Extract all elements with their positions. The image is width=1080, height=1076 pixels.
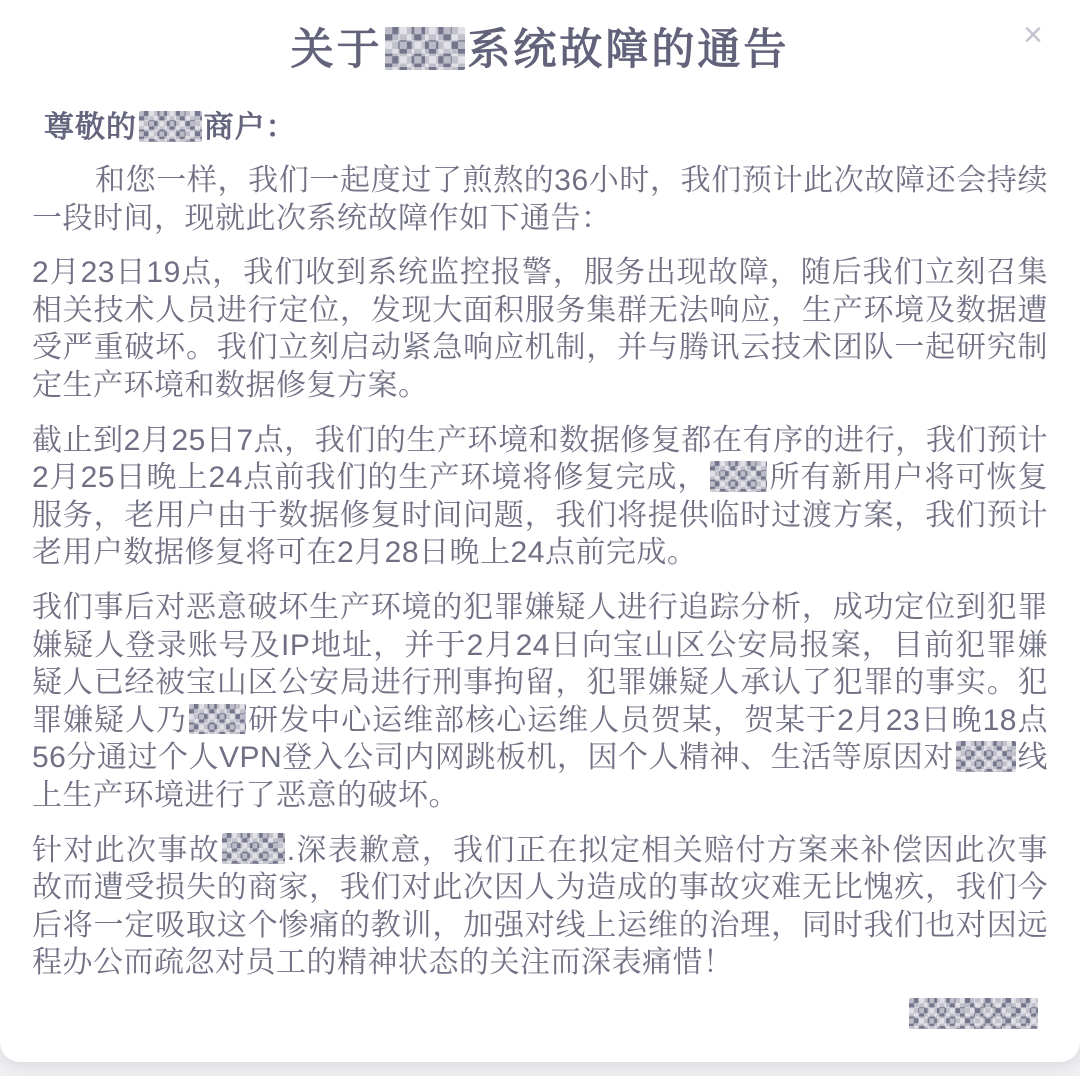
notice-paragraph	[32, 832, 1048, 982]
redacted-brand-name	[956, 741, 1016, 772]
notice-paragraph	[32, 422, 1048, 572]
text-run: 线上生产环境进行了恶意的破坏。	[32, 741, 1048, 812]
text-run: 系统故障的通告	[467, 26, 790, 74]
text-run: 所有新用户将可恢复服务，老用户由于数据修复时间问题，我们将提供临时过渡方案，我们预计老用户数据修复将可在2月28日晚上24点前完成。	[32, 461, 1048, 570]
notice-paragraph	[32, 589, 1048, 815]
text-run: 商户：	[203, 111, 297, 144]
text-run: 2月23日19点，我们收到系统监控报警，服务出现故障，随后我们立刻召集相关技术人员进行定位，发现大面积服务集群无法响应，生产环境及数据遭受严重破坏。我们立刻启动紧急响应机制，并与腾讯云技术团队一起研究制定生产环境和数据修复方案。	[32, 256, 1048, 402]
redacted-brand-name	[385, 27, 465, 71]
notice-greeting	[32, 110, 1048, 146]
redacted-brand-name	[710, 461, 767, 492]
text-run: 我们事后对恶意破坏生产环境的犯罪嫌疑人进行追踪分析，成功定位到犯罪嫌疑人登录账号及IP地址，并于2月24日向宝山区公安局报案，目前犯罪嫌疑人已经被宝山区公安局进行刑事拘留，犯罪嫌疑人承认了犯罪的事实。犯罪嫌疑人乃	[32, 590, 1048, 737]
text-run: 研发中心运维部核心运维人员贺某，贺某于2月23日晚18点56分通过个人VPN登入公司内网跳板机，因个人精神、生活等原因对	[32, 703, 1048, 775]
text-run: 和您一样，我们一起度过了煎熬的36小时，我们预计此次故障还会持续一段时间，现就此次系统故障作如下通告：	[32, 164, 1048, 235]
text-run: .深表歉意，我们正在拟定相关赔付方案来补偿因此次事故而遭受损失的商家，我们对此次因人为造成的事故灾难无比愧疚，我们今后将一定吸取这个惨痛的教训，加强对线上运维的治理，同时我们也对因远程办公而疏忽对员工的精神状态的关注而深表痛惜！	[32, 833, 1049, 980]
redacted-brand-name	[139, 111, 202, 142]
redacted-brand-name	[189, 704, 246, 735]
text-run: 尊敬的	[44, 111, 137, 144]
notice-body	[32, 162, 1048, 982]
notice-paragraph	[32, 162, 1048, 237]
notice-signature	[32, 998, 1048, 1033]
redacted-brand-name	[222, 833, 285, 864]
text-run: 截止到2月25日7点，我们的生产环境和数据修复都在有序的进行，我们预计2月25日晚上24点前我们的生产环境将修复完成，	[32, 423, 1048, 495]
notice-title	[32, 24, 1048, 76]
notice-paragraph	[32, 254, 1048, 404]
redacted-signature	[909, 998, 1038, 1030]
text-run: 关于	[290, 26, 383, 74]
close-icon[interactable]: ×	[1023, 16, 1043, 54]
text-run: 针对此次事故	[32, 833, 221, 867]
